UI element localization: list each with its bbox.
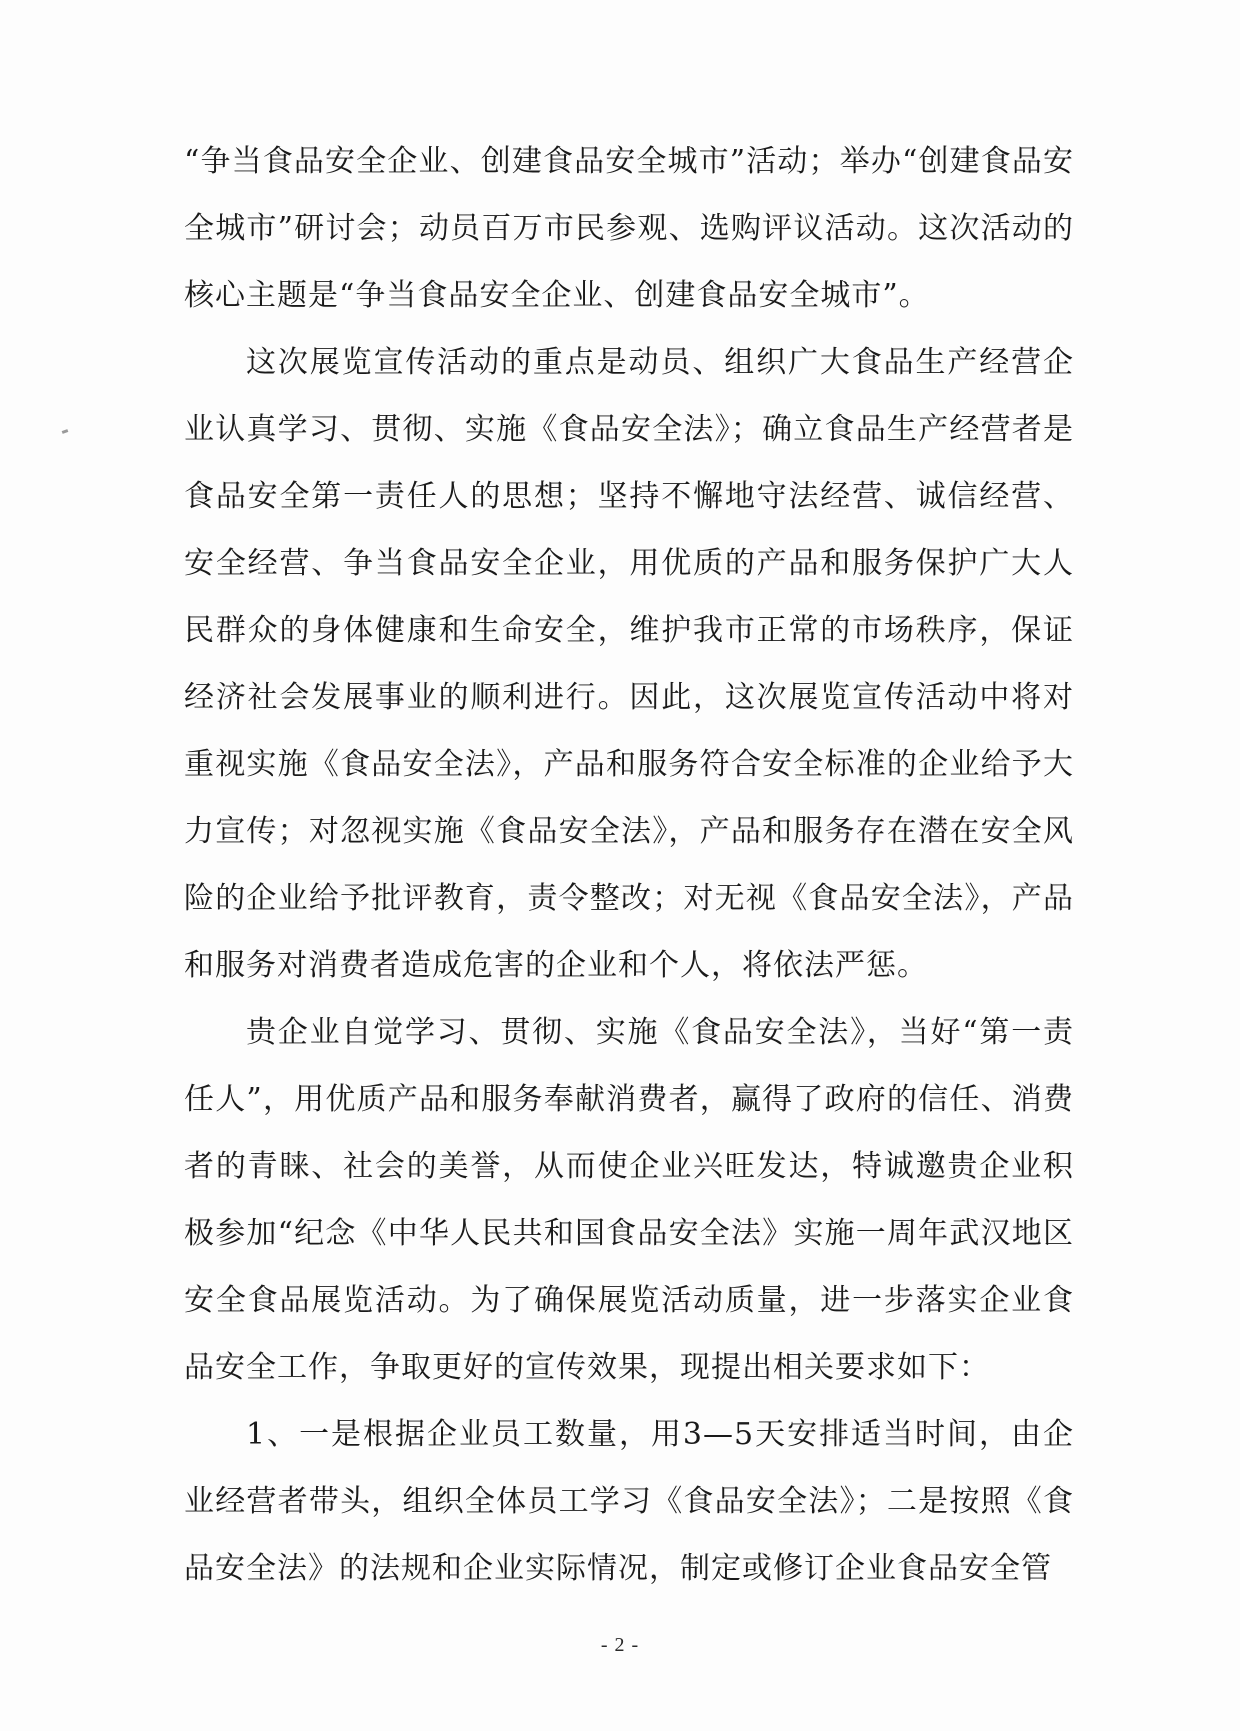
page-number: - 2 - [600,1634,640,1656]
paragraph-requirement-1: 1、一是根据企业员工数量，用3—5天安排适当时间，由企业经营者带头，组织全体员工学习《食品安全法》；二是按照《食品安全法》的法规和企业实际情况，制定或修订企业食品安全管 [184,1417,1074,1586]
paragraph-continued: “争当食品安全企业、创建食品安全城市”活动；举办“创建食品安全城市”研讨会；动员百万市民参观、选购评议活动。这次活动的核心主题是“争当食品安全企业、创建食品安全城市”。 [184,144,1074,313]
scan-mark [62,429,69,434]
paragraph-focus: 这次展览宣传活动的重点是动员、组织广大食品生产经营企业认真学习、贯彻、实施《食品安全法》；确立食品生产经营者是食品安全第一责任人的思想；坚持不懈地守法经营、诚信经营、安全经营、争当食品安全企业，用优质的产品和服务保护广大人民群众的身体健康和生命安全，维护我市正常的市场秩序，保证经济社会发展事业的顺利进行。因此，这次展览宣传活动中将对重视实施《食品安全法》，产品和服务符合安全标准的企业给予大力宣传；对忽视实施《食品安全法》，产品和服务存在潜在安全风险的企业给予批评教育，责令整改；对无视《食品安全法》，产品和服务对消费者造成危害的企业和个人，将依法严惩。 [184,345,1074,983]
paragraph-invitation: 贵企业自觉学习、贯彻、实施《食品安全法》，当好“第一责任人”，用优质产品和服务奉献消费者，赢得了政府的信任、消费者的青睐、社会的美誉，从而使企业兴旺发达，特诚邀贵企业积极参加“纪念《中华人民共和国食品安全法》实施一周年武汉地区安全食品展览活动。为了确保展览活动质量，进一步落实企业食品安全工作，争取更好的宣传效果，现提出相关要求如下： [184,1015,1074,1385]
document-body [184,128,1074,1602]
